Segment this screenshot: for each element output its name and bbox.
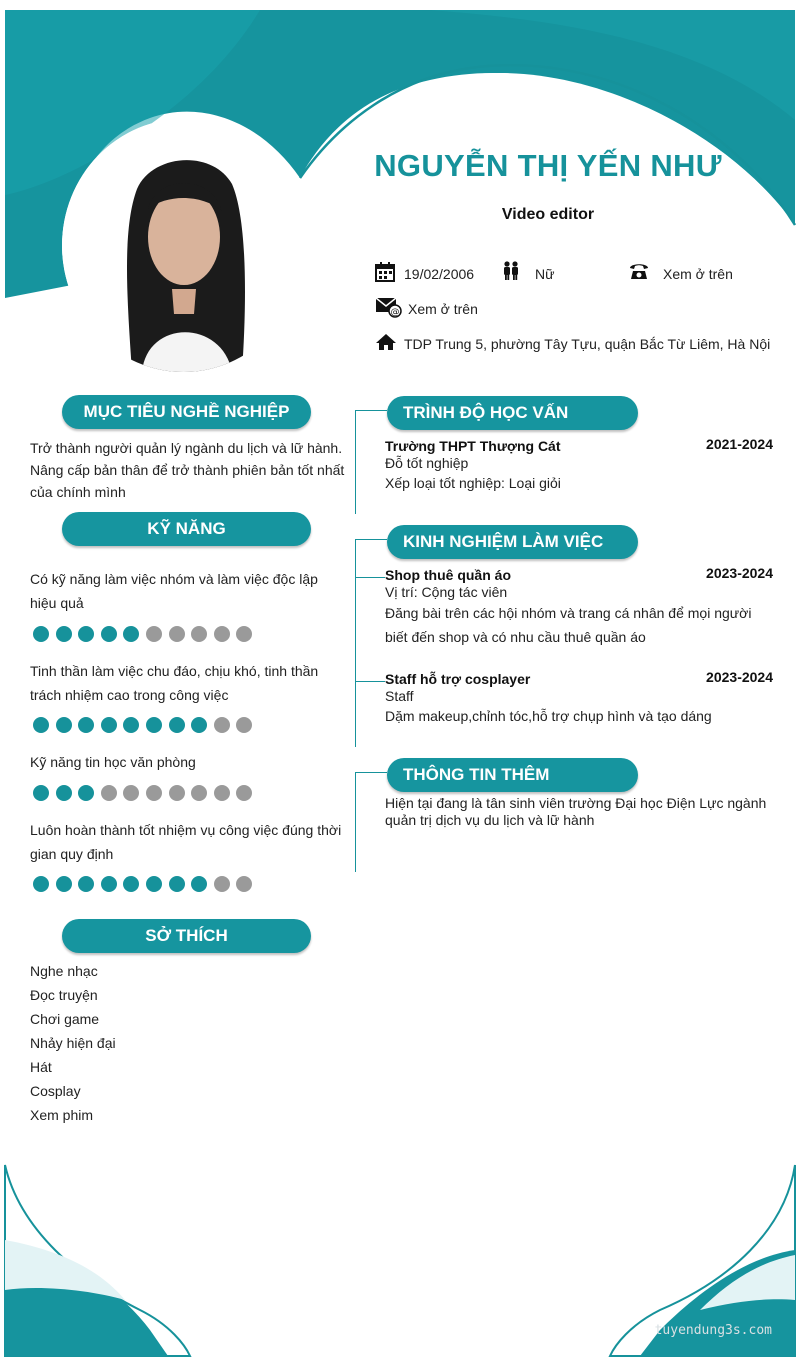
skill-rating — [33, 876, 252, 892]
rating-dot-filled — [146, 717, 162, 733]
skills-heading: KỸ NĂNG — [62, 512, 311, 546]
rating-dot-empty — [236, 876, 252, 892]
rating-dot-filled — [101, 717, 117, 733]
education-detail: Xếp loại tốt nghiệp: Loại giỏi — [385, 475, 561, 491]
rating-dot-empty — [236, 717, 252, 733]
gender-icon — [502, 261, 520, 281]
skill-text: Kỹ năng tin học văn phòng — [30, 754, 196, 770]
gender: Nữ — [535, 266, 555, 282]
rating-dot-empty — [191, 626, 207, 642]
education-years: 2021-2024 — [706, 436, 773, 452]
rating-dot-filled — [101, 876, 117, 892]
hobby-item: Chơi game — [30, 1011, 100, 1027]
full-name: NGUYỄN THỊ YẾN NHƯ — [374, 148, 722, 183]
rating-dot-empty — [101, 785, 117, 801]
timeline-connector — [355, 577, 385, 578]
rating-dot-empty — [214, 876, 230, 892]
hobby-item: Cosplay — [30, 1083, 81, 1099]
rating-dot-empty — [123, 785, 139, 801]
school-name: Trường THPT Thượng Cát — [385, 438, 561, 454]
extra-info-heading: THÔNG TIN THÊM — [387, 758, 638, 792]
timeline-connector — [355, 410, 387, 411]
rating-dot-filled — [78, 876, 94, 892]
rating-dot-empty — [236, 626, 252, 642]
rating-dot-empty — [214, 626, 230, 642]
timeline-line — [355, 410, 356, 514]
hobby-item: Xem phim — [30, 1107, 94, 1123]
hobby-item: Nghe nhạc — [30, 963, 98, 979]
timeline-line — [355, 772, 356, 872]
timeline-line — [355, 539, 356, 747]
hobby-item: Hát — [30, 1059, 52, 1075]
rating-dot-filled — [191, 876, 207, 892]
skill-text: Luôn hoàn thành tốt nhiệm vụ công việc đúng thời gian quy định — [30, 822, 342, 862]
skill-text: Tinh thần làm việc chu đáo, chịu khó, tinh thần trách nhiệm cao trong công việc — [30, 663, 319, 703]
timeline-connector — [355, 539, 387, 540]
avatar — [62, 119, 305, 372]
rating-dot-filled — [123, 717, 139, 733]
profile-photo — [62, 119, 305, 372]
rating-dot-filled — [169, 717, 185, 733]
rating-dot-empty — [169, 626, 185, 642]
extra-info-text: Hiện tại đang là tân sinh viên trường Đại học Điện Lực ngành quản trị dịch vụ du lịch và lữ hành — [385, 795, 767, 828]
skill-rating — [33, 785, 252, 801]
rating-dot-filled — [78, 785, 94, 801]
rating-dot-filled — [33, 785, 49, 801]
job-description: Đăng bài trên các hội nhóm và trang cá nhân để mọi người biết đến shop và có nhu cầu thuê quần áo — [385, 605, 752, 645]
timeline-connector — [355, 772, 387, 773]
rating-dot-filled — [78, 717, 94, 733]
rating-dot-filled — [33, 626, 49, 642]
rating-dot-filled — [146, 876, 162, 892]
rating-dot-filled — [56, 717, 72, 733]
job-years: 2023-2024 — [706, 565, 773, 581]
skill-text: Có kỹ năng làm việc nhóm và làm việc độc lập hiệu quả — [30, 571, 318, 611]
hobby-item: Đọc truyện — [30, 987, 98, 1003]
rating-dot-filled — [169, 876, 185, 892]
home-icon — [376, 333, 396, 350]
rating-dot-filled — [33, 717, 49, 733]
email: Xem ở trên — [408, 301, 478, 317]
rating-dot-filled — [78, 626, 94, 642]
job-position: Staff — [385, 688, 414, 704]
phone-icon — [629, 262, 649, 280]
rating-dot-empty — [214, 717, 230, 733]
company-name: Shop thuê quần áo — [385, 567, 511, 583]
job-position: Vị trí: Cộng tác viên — [385, 584, 508, 600]
experience-heading: KINH NGHIỆM LÀM VIỆC — [387, 525, 638, 559]
address: TDP Trung 5, phường Tây Tựu, quận Bắc Từ Liêm, Hà Nội — [404, 336, 771, 352]
rating-dot-filled — [191, 717, 207, 733]
rating-dot-empty — [214, 785, 230, 801]
job-title: Video editor — [501, 206, 595, 223]
job-years: 2023-2024 — [706, 669, 773, 685]
birthday: 19/02/2006 — [404, 266, 475, 282]
rating-dot-filled — [101, 626, 117, 642]
watermark: tuyendung3s.com — [654, 1323, 772, 1338]
hobbies-heading: SỞ THÍCH — [62, 919, 311, 953]
rating-dot-filled — [123, 876, 139, 892]
objective-text: Trở thành người quản lý ngành du lịch và lữ hành. Nâng cấp bản thân để trở thành phiên bản tốt nhất của chính mình — [30, 440, 345, 500]
rating-dot-filled — [33, 876, 49, 892]
objective-heading: MỤC TIÊU NGHỀ NGHIỆP — [62, 395, 311, 429]
svg-text:@: @ — [390, 307, 400, 318]
rating-dot-filled — [123, 626, 139, 642]
phone: Xem ở trên — [663, 266, 733, 282]
education-detail: Đỗ tốt nghiệp — [385, 455, 469, 471]
hobby-item: Nhảy hiện đại — [30, 1035, 116, 1051]
rating-dot-empty — [236, 785, 252, 801]
email-icon — [376, 296, 402, 318]
rating-dot-empty — [146, 626, 162, 642]
rating-dot-filled — [56, 626, 72, 642]
rating-dot-empty — [169, 785, 185, 801]
rating-dot-filled — [56, 785, 72, 801]
skill-rating — [33, 626, 252, 642]
education-heading: TRÌNH ĐỘ HỌC VẤN — [387, 396, 638, 430]
job-description: Dặm makeup,chỉnh tóc,hỗ trợ chụp hình và tạo dáng — [385, 708, 712, 724]
timeline-connector — [355, 681, 385, 682]
skill-rating — [33, 717, 252, 733]
calendar-icon — [375, 262, 395, 282]
rating-dot-empty — [191, 785, 207, 801]
rating-dot-empty — [146, 785, 162, 801]
rating-dot-filled — [56, 876, 72, 892]
company-name: Staff hỗ trợ cosplayer — [385, 671, 531, 687]
